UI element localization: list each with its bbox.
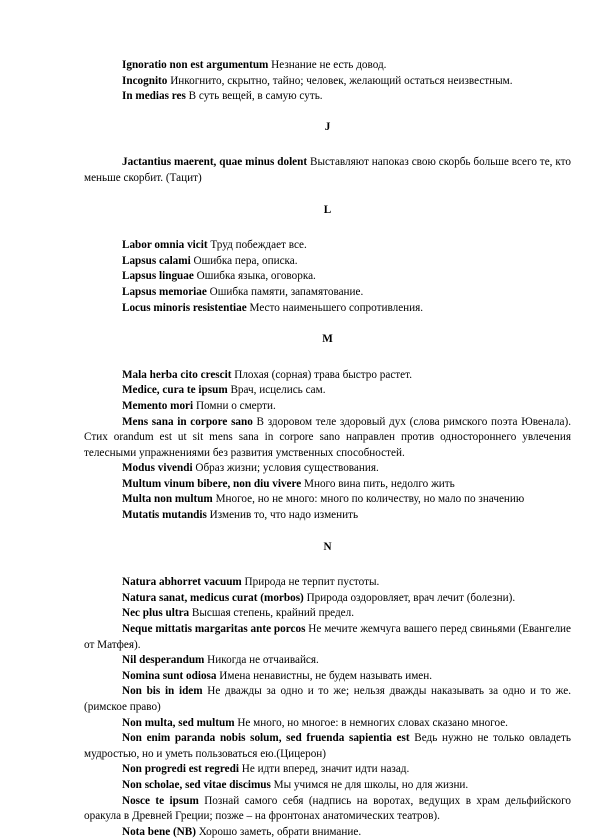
entry-translation: Инкогнито, скрытно, тайно; человек, желающий остаться неизвестным. (167, 74, 513, 87)
entry-translation: Высшая степень, крайний предел. (189, 607, 355, 620)
dictionary-entry (84, 684, 571, 715)
entry-term: Locus minoris resistentiae (122, 301, 247, 314)
dictionary-entry (84, 399, 571, 415)
entry-translation: Не идти вперед, значит идти назад. (238, 763, 410, 776)
entry-translation: Ведь нужно не только овладеть мудростью, но и уметь пользоваться ею.(Цицерон) (84, 732, 572, 760)
dictionary-entry (84, 794, 571, 825)
dictionary-entry (84, 653, 571, 669)
entry-translation: Много вина пить, недолго жить (301, 477, 455, 490)
dictionary-entry (84, 415, 571, 462)
entry-term: Natura abhorret vacuum (122, 576, 242, 589)
dictionary-entry (84, 301, 571, 317)
entry-translation: В здоровом теле здоровый дух (слова римского поэта Ювенала). Стих orandum est ut sit mens sana in corpore sano направлен против одностороннего увлечения телесными упражнениями без развития умственных способностей. (84, 415, 571, 459)
entry-translation: Труд побеждает все. (207, 239, 307, 252)
dictionary-entry (84, 622, 571, 653)
dictionary-entry (84, 155, 571, 186)
entry-term: Nota bene (NB) (122, 825, 196, 838)
entry-term: In medias res (122, 90, 186, 103)
entry-term: Nil desperandum (122, 654, 205, 667)
dictionary-entry (84, 477, 571, 493)
dictionary-entry (84, 508, 571, 524)
dictionary-entry (84, 238, 571, 254)
dictionary-entry (84, 492, 571, 508)
entry-term: Incognito (122, 74, 168, 87)
entry-term: Neque mittatis margaritas ante porcos (122, 623, 306, 636)
section-letter-heading: M (322, 333, 333, 346)
dictionary-entry (84, 731, 571, 762)
entry-translation: Плохая (сорная) трава быстро растет. (231, 368, 412, 381)
entry-translation: Природа не терпит пустоты. (241, 576, 380, 589)
entry-translation: Ошибка языка, оговорка. (193, 270, 316, 283)
entry-term: Natura sanat, medicus curat (morbos) (122, 591, 304, 604)
entry-translation: Ошибка памяти, запамятование. (206, 285, 364, 298)
dictionary-entry (84, 285, 571, 301)
entry-translation: Выставляют напоказ свою скорбь больше всего те, кто меньше скорбит. (Тацит) (84, 156, 571, 184)
entry-translation: Образ жизни; условия существования. (192, 462, 379, 475)
entry-translation: Многое, но не много: много по количеству, но мало по значению (212, 493, 525, 506)
entry-translation: Помни о смерти. (193, 399, 276, 412)
entry-term: Multa non multum (122, 493, 213, 506)
entry-term: Multum vinum bibere, non diu vivere (122, 477, 302, 490)
dictionary-entry (84, 606, 571, 622)
entry-term: Non bis in idem (122, 685, 203, 698)
dictionary-entry (84, 254, 571, 270)
entry-term: Nomina sunt odiosa (122, 669, 217, 682)
dictionary-entry (84, 89, 571, 105)
entry-term: Nec plus ultra (122, 607, 190, 620)
entry-translation: Природа оздоровляет, врач лечит (болезни). (303, 591, 516, 604)
entry-term: Medice, cura te ipsum (122, 384, 228, 397)
dictionary-content (84, 58, 571, 840)
entry-term: Non multa, sed multum (122, 716, 235, 729)
entry-term: Mutatis mutandis (122, 509, 207, 522)
entry-translation: Имена ненавистны, не будем называть имен. (216, 669, 433, 682)
dictionary-entry (84, 762, 571, 778)
entry-term: Lapsus linguae (122, 270, 194, 283)
dictionary-entry (84, 461, 571, 477)
section-letter-heading: L (323, 203, 332, 216)
entry-term: Mala herba cito crescit (122, 368, 232, 381)
entry-translation: Не много, но многое: в немногих словах сказано многое. (234, 716, 508, 729)
dictionary-entry (84, 591, 571, 607)
dictionary-entry (84, 58, 571, 74)
dictionary-entry (84, 716, 571, 732)
dictionary-entry (84, 778, 571, 794)
dictionary-entry (84, 825, 571, 840)
entry-term: Lapsus memoriae (122, 285, 207, 298)
entry-term: Memento mori (122, 399, 194, 412)
section-letter-heading: J (324, 120, 331, 133)
entry-term: Labor omnia vicit (122, 239, 208, 252)
dictionary-entry (84, 269, 571, 285)
entry-translation: Хорошо заметь, обрати внимание. (195, 825, 362, 838)
entry-term: Non enim paranda nobis solum, sed fruenda sapientia est (122, 732, 410, 745)
entry-translation: Мы учимся не для школы, но для жизни. (270, 778, 469, 791)
section-letter-heading: N (323, 540, 332, 553)
dictionary-entry (84, 74, 571, 90)
entry-term: Mens sana in corpore sano (122, 415, 253, 428)
dictionary-entry (84, 575, 571, 591)
entry-translation: Изменив то, что надо изменить (206, 509, 359, 522)
entry-translation: Ошибка пера, описка. (190, 254, 298, 267)
entry-term: Modus vivendi (122, 462, 193, 475)
entry-translation: Незнание не есть довод. (268, 59, 387, 71)
dictionary-entry (84, 383, 571, 399)
entry-term: Non progredi est regredi (122, 763, 239, 776)
entry-translation: В суть вещей, в самую суть. (185, 90, 323, 103)
entry-translation: Познай самого себя (надпись на воротах, ведущих в храм дельфийского оракула в Древней Греции; позже – на фронтонах анатомических театров). (84, 794, 571, 823)
dictionary-entry (84, 669, 571, 685)
entry-term: Ignoratio non est argumentum (122, 59, 269, 71)
entry-translation: Место наименьшего сопротивления. (246, 301, 424, 314)
entry-term: Jactantius maerent, quae minus dolent (122, 156, 308, 169)
entry-translation: Не мечите жемчуга вашего перед свиньями (Евангелие от Матфея). (84, 623, 571, 651)
dictionary-entry (84, 368, 571, 384)
entry-translation: Врач, исцелись сам. (227, 384, 326, 397)
entry-term: Lapsus calami (122, 254, 191, 267)
entry-term: Non scholae, sed vitae discimus (122, 778, 271, 791)
entry-term: Nosce te ipsum (122, 794, 199, 807)
entry-translation: Не дважды за одно и то же; нельзя дважды наказывать за одно и то же. (римское право) (84, 685, 571, 713)
entry-translation: Никогда не отчаивайся. (204, 654, 319, 667)
